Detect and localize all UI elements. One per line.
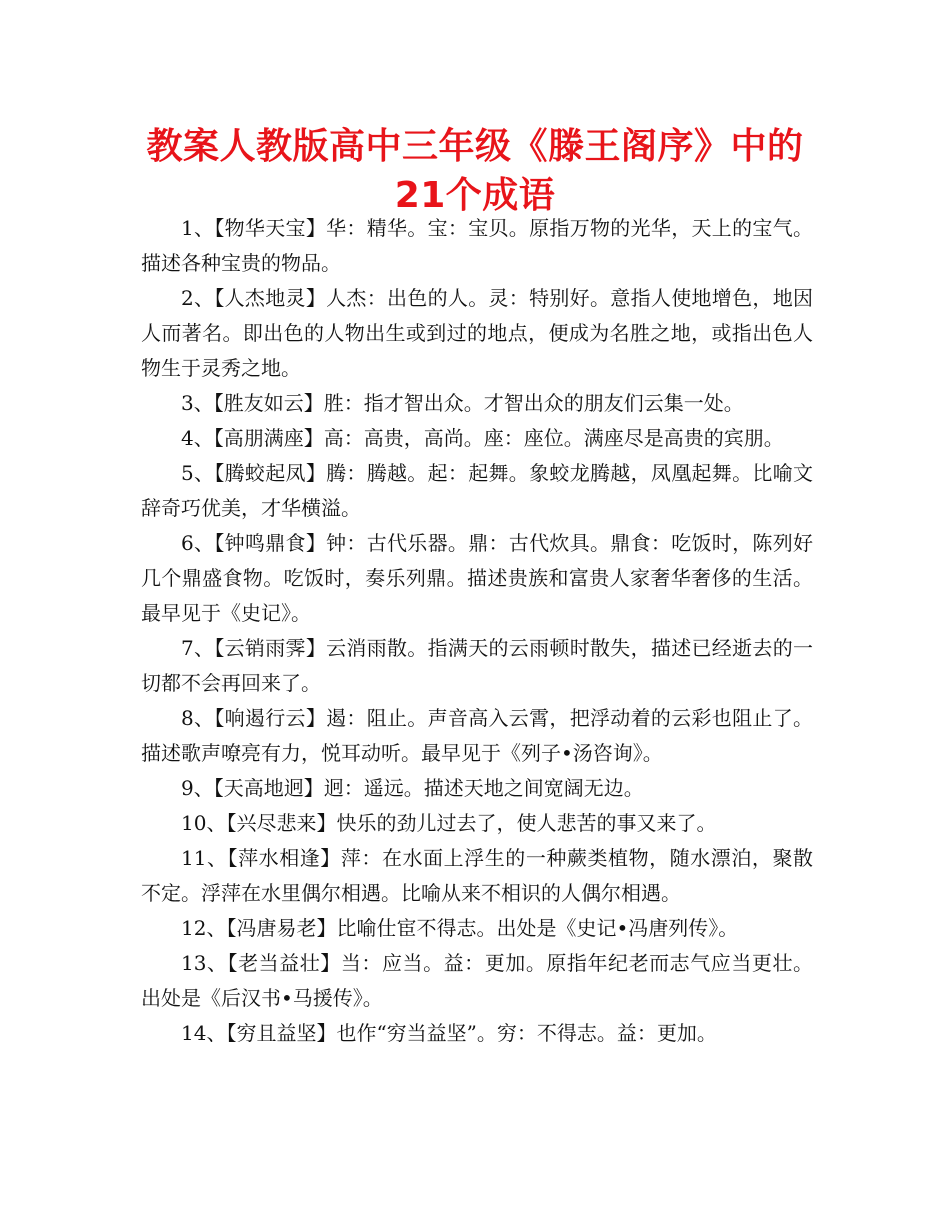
idiom-paragraph-13: 13、【老当益壮】当：应当。益：更加。原指年纪老而志气应当更壮。出处是《后汉书•马援传》。 bbox=[141, 951, 813, 1010]
idiom-paragraph-2: 2、【人杰地灵】人杰：出色的人。灵：特别好。意指人使地增色，地因人而著名。即出色的人物出生或到过的地点，便成为名胜之地，或指出色人物生于灵秀之地。 bbox=[141, 286, 813, 380]
idiom-paragraph-9: 9、【天高地迥】迥：遥远。描述天地之间宽阔无边。 bbox=[181, 776, 644, 800]
idiom-paragraph-10: 10、【兴尽悲来】快乐的劲儿过去了，使人悲苦的事又来了。 bbox=[181, 811, 717, 835]
idiom-paragraph-5: 5、【腾蛟起凤】腾：腾越。起：起舞。象蛟龙腾越，凤凰起舞。比喻文辞奇巧优美，才华横溢。 bbox=[141, 461, 813, 520]
idiom-paragraph-14: 14、【穷且益坚】也作“穷当益坚”。穷：不得志。益：更加。 bbox=[181, 1021, 717, 1045]
idiom-paragraph-1: 1、【物华天宝】华：精华。宝：宝贝。原指万物的光华，天上的宝气。描述各种宝贵的物品。 bbox=[141, 216, 813, 275]
idiom-paragraph-3: 3、【胜友如云】胜：指才智出众。才智出众的朋友们云集一处。 bbox=[181, 391, 744, 415]
document-body bbox=[141, 211, 813, 1051]
idiom-paragraph-8: 8、【响遏行云】遏：阻止。声音高入云霄，把浮动着的云彩也阻止了。描述歌声嘹亮有力，悦耳动听。最早见于《列子•汤咨询》。 bbox=[141, 706, 813, 765]
idiom-paragraph-6: 6、【钟鸣鼎食】钟：古代乐器。鼎：古代炊具。鼎食：吃饭时，陈列好几个鼎盛食物。吃饭时，奏乐列鼎。描述贵族和富贵人家奢华奢侈的生活。最早见于《史记》。 bbox=[141, 531, 813, 625]
idiom-paragraph-7: 7、【云销雨霁】云消雨散。指满天的云雨顿时散失，描述已经逝去的一切都不会再回来了。 bbox=[141, 636, 813, 695]
idiom-paragraph-12: 12、【冯唐易老】比喻仕宦不得志。出处是《史记•冯唐列传》。 bbox=[181, 916, 739, 940]
idiom-paragraph-11: 11、【萍水相逢】萍：在水面上浮生的一种蕨类植物，随水漂泊，聚散不定。浮萍在水里偶尔相遇。比喻从来不相识的人偶尔相遇。 bbox=[141, 846, 813, 905]
idiom-paragraph-4: 4、【高朋满座】高：高贵，高尚。座：座位。满座尽是高贵的宾朋。 bbox=[181, 426, 784, 450]
document-title: 教案人教版高中三年级《滕王阁序》中的 21个成语 bbox=[146, 126, 804, 216]
